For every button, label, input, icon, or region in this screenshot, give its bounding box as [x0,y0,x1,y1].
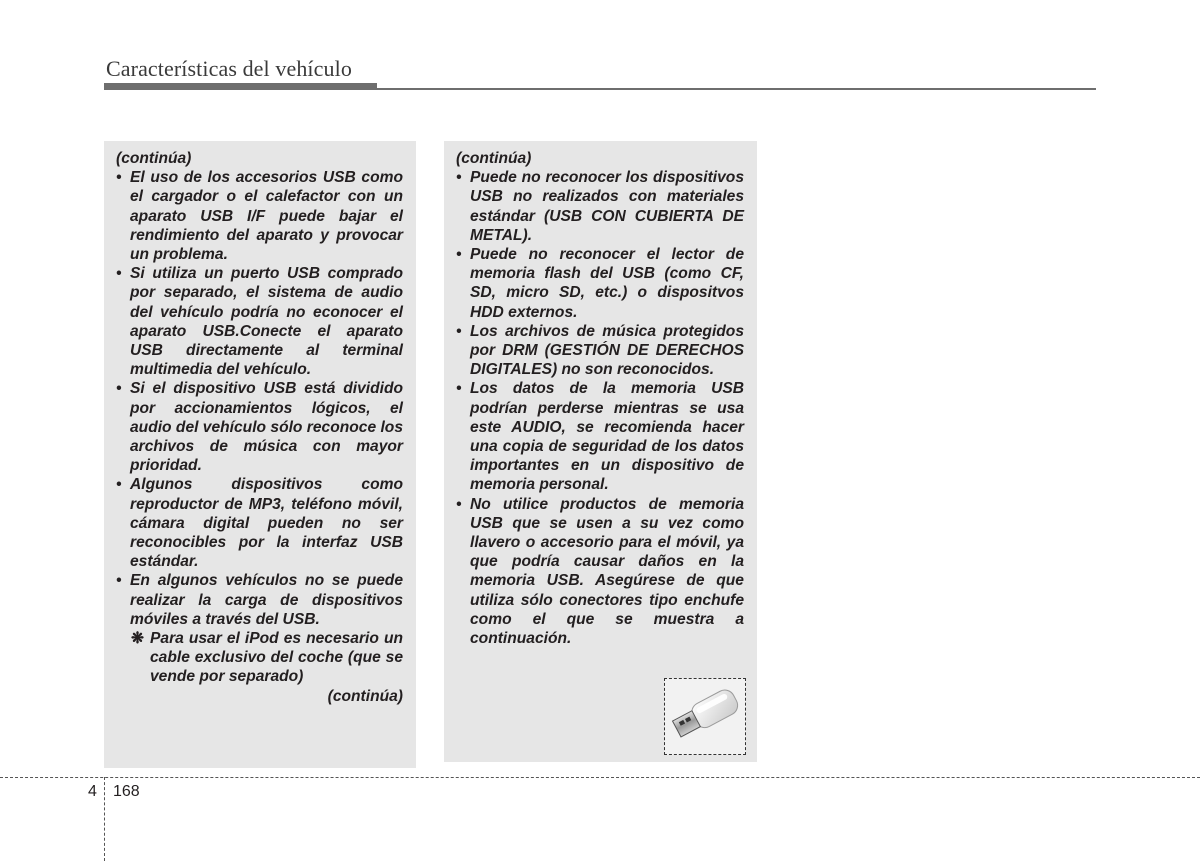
bullet-item: • Puede no reconocer el lector de memoria flash del USB (como CF, SD, micro SD, etc.) o dispositvos HDD externos. [456,245,744,322]
header-rule-thin [377,88,1096,90]
continued-label-bottom: (continúa) [327,687,403,705]
bullet-item: • Si el dispositivo USB está dividido por accionamientos lógicos, el audio del vehículo sólo reconoce los archivos de música con mayor prioridad. [116,379,403,475]
header-rule-thick [104,83,377,90]
bullet-item: • El uso de los accesorios USB como el cargador o el calefactor con un aparato USB I/F puede bajar el rendimiento del aparato y provocar un problema. [116,168,403,264]
footer-vertical-divider [104,777,105,861]
continued-label-top: (continúa) [456,150,532,167]
bullet-item: • Algunos dispositivos como reproductor de MP3, teléfono móvil, cámara digital pueden no ser reconocibles por la interfaz USB estándar. [116,475,403,571]
section-number: 4 [88,783,97,800]
usb-flash-drive-icon [664,678,746,755]
right-bullet-list [456,168,744,648]
footer-divider [0,777,1200,778]
bullet-item: • Puede no reconocer los dispositivos USB no realizados con materiales estándar (USB CON CUBIERTA DE METAL). [456,168,744,245]
usb-illustration [665,679,745,754]
left-bullet-list [116,168,403,629]
bullet-item: • Los datos de la memoria USB podrían perderse mientras se usa este AUDIO, se recomienda hacer una copia de seguridad de los datos importantes en un dispositivo de memoria personal. [456,379,744,494]
continued-label-top: (continúa) [116,150,192,167]
right-column-panel [444,141,757,762]
note-text: Para usar el iPod es necesario un cable exclusivo del coche (que se vende por separado) [150,630,403,686]
page-number: 168 [113,783,140,800]
bullet-item: • Los archivos de música protegidos por DRM (GESTIÓN DE DERECHOS DIGITALES) no son reconocidos. [456,322,744,380]
left-column-panel [104,141,416,768]
bullet-item: • En algunos vehículos no se puede realizar la carga de dispositivos móviles a través del USB. [116,571,403,629]
ipod-note [116,629,403,687]
page-header-title: Características del vehículo [106,56,352,81]
bullet-item: • No utilice productos de memoria USB que se usen a su vez como llavero o accesorio para el móvil, ya que podría causar daños en la memoria USB. Asegúrese de que utiliza sólo conectores tipo enchufe como el que se muestra a continuación. [456,495,744,649]
note-asterisk-icon: ❋ [131,630,145,648]
bullet-item: • Si utiliza un puerto USB comprado por separado, el sistema de audio del vehículo podría no econocer el aparato USB.Conecte el aparato USB directamente al terminal multimedia del vehículo. [116,264,403,379]
